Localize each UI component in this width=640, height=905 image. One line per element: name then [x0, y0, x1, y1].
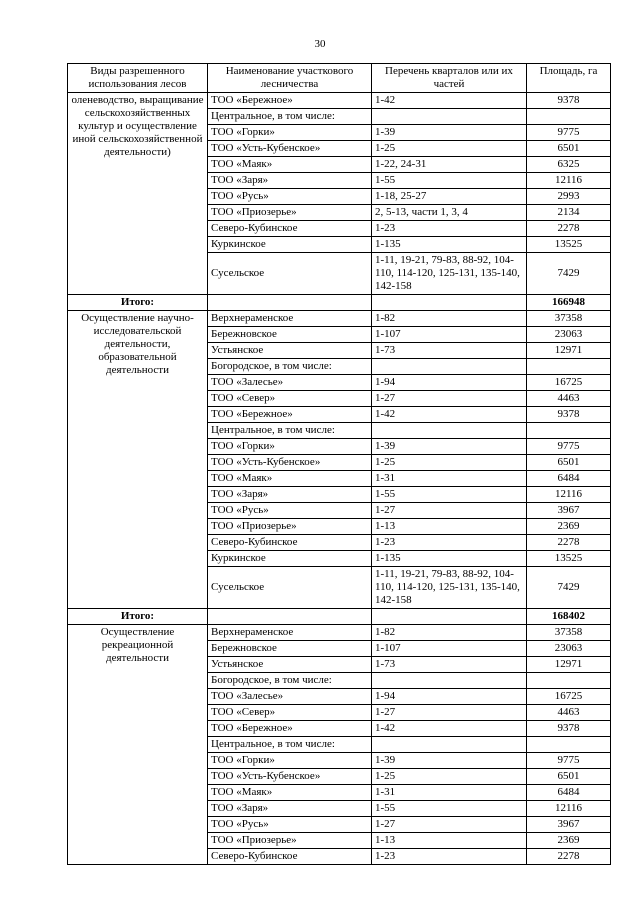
quarters-cell: 1-82 [372, 311, 527, 327]
forestry-cell: ТОО «Русь» [208, 189, 372, 205]
quarters-cell [372, 423, 527, 439]
quarters-cell: 1-82 [372, 625, 527, 641]
table-row [68, 311, 611, 327]
quarters-cell: 1-42 [372, 407, 527, 423]
area-cell: 4463 [527, 391, 611, 407]
quarters-cell: 1-23 [372, 221, 527, 237]
quarters-cell: 1-23 [372, 535, 527, 551]
area-cell: 4463 [527, 705, 611, 721]
quarters-cell: 1-25 [372, 455, 527, 471]
area-cell: 2134 [527, 205, 611, 221]
quarters-cell: 1-22, 24-31 [372, 157, 527, 173]
area-cell [527, 423, 611, 439]
quarters-cell: 1-27 [372, 503, 527, 519]
area-cell [527, 673, 611, 689]
forestry-cell: ТОО «Русь» [208, 817, 372, 833]
total-label-cell: Итого: [68, 295, 208, 311]
area-cell: 12116 [527, 173, 611, 189]
forestry-cell: ТОО «Горки» [208, 125, 372, 141]
table-body [68, 93, 611, 865]
area-cell: 23063 [527, 641, 611, 657]
page-number: 30 [314, 38, 326, 50]
area-cell: 6484 [527, 471, 611, 487]
area-cell: 9775 [527, 439, 611, 455]
forestry-cell: Сусельское [208, 567, 372, 609]
area-cell: 2278 [527, 849, 611, 865]
quarters-cell: 1-55 [372, 487, 527, 503]
area-cell: 9378 [527, 407, 611, 423]
forestry-cell: ТОО «Усть-Кубенское» [208, 455, 372, 471]
forestry-cell: ТОО «Усть-Кубенское» [208, 769, 372, 785]
area-cell [527, 737, 611, 753]
use-type-cell: Осуществление научно-исследовательской деятельности, образовательной деятельности [68, 311, 208, 609]
quarters-cell: 1-11, 19-21, 79-83, 88-92, 104-110, 114-120, 125-131, 135-140, 142-158 [372, 567, 527, 609]
area-cell: 16725 [527, 375, 611, 391]
quarters-cell: 1-135 [372, 237, 527, 253]
forestry-cell: ТОО «Заря» [208, 173, 372, 189]
area-cell [527, 359, 611, 375]
area-cell: 9775 [527, 125, 611, 141]
header-forestry: Наименование участкового лесничества [208, 64, 372, 93]
quarters-cell: 1-27 [372, 817, 527, 833]
area-cell: 12971 [527, 657, 611, 673]
quarters-cell [372, 737, 527, 753]
total-row [68, 295, 611, 311]
forestry-cell: ТОО «Горки» [208, 439, 372, 455]
area-cell: 3967 [527, 503, 611, 519]
area-cell [527, 109, 611, 125]
area-cell: 12971 [527, 343, 611, 359]
area-cell: 6325 [527, 157, 611, 173]
forestry-cell: Северо-Кубинское [208, 221, 372, 237]
forestry-cell: Центральное, в том числе: [208, 109, 372, 125]
quarters-cell: 2, 5-13, части 1, 3, 4 [372, 205, 527, 221]
area-cell: 2993 [527, 189, 611, 205]
area-cell: 12116 [527, 801, 611, 817]
quarters-cell: 1-13 [372, 833, 527, 849]
area-cell: 37358 [527, 311, 611, 327]
quarters-cell: 1-39 [372, 439, 527, 455]
area-cell: 6501 [527, 455, 611, 471]
quarters-cell: 1-39 [372, 753, 527, 769]
area-cell: 7429 [527, 567, 611, 609]
forestry-cell: Сусельское [208, 253, 372, 295]
forestry-cell: Бережновское [208, 327, 372, 343]
use-type-cell: оленеводство, выращивание сельскохозяйственных культур и осуществление иной сельскохозяйственной деятельности) [68, 93, 208, 295]
area-cell: 2278 [527, 535, 611, 551]
quarters-cell: 1-25 [372, 769, 527, 785]
area-cell: 9775 [527, 753, 611, 769]
forestry-cell: ТОО «Усть-Кубенское» [208, 141, 372, 157]
forestry-cell: ТОО «Приозерье» [208, 833, 372, 849]
total-empty-cell [208, 609, 372, 625]
forestry-cell: Куркинское [208, 237, 372, 253]
forestry-cell: ТОО «Залесье» [208, 375, 372, 391]
quarters-cell: 1-42 [372, 93, 527, 109]
area-cell: 37358 [527, 625, 611, 641]
forestry-cell: ТОО «Горки» [208, 753, 372, 769]
total-area-cell: 166948 [527, 295, 611, 311]
forestry-cell: ТОО «Маяк» [208, 157, 372, 173]
forestry-cell: ТОО «Приозерье» [208, 519, 372, 535]
header-area: Площадь, га [527, 64, 611, 93]
header-quarters: Перечень кварталов или их частей [372, 64, 527, 93]
forestry-cell: Верхнераменское [208, 311, 372, 327]
quarters-cell: 1-55 [372, 173, 527, 189]
quarters-cell: 1-94 [372, 375, 527, 391]
header-use: Виды разрешенного использования лесов [68, 64, 208, 93]
forestry-cell: Северо-Кубинское [208, 849, 372, 865]
quarters-cell: 1-27 [372, 391, 527, 407]
area-cell: 9378 [527, 93, 611, 109]
quarters-cell: 1-11, 19-21, 79-83, 88-92, 104-110, 114-120, 125-131, 135-140, 142-158 [372, 253, 527, 295]
area-cell: 23063 [527, 327, 611, 343]
forestry-cell: ТОО «Маяк» [208, 785, 372, 801]
quarters-cell: 1-42 [372, 721, 527, 737]
area-cell: 9378 [527, 721, 611, 737]
forestry-cell: Богородское, в том числе: [208, 359, 372, 375]
total-label-cell: Итого: [68, 609, 208, 625]
quarters-cell: 1-73 [372, 657, 527, 673]
quarters-cell: 1-135 [372, 551, 527, 567]
quarters-cell: 1-73 [372, 343, 527, 359]
quarters-cell: 1-31 [372, 785, 527, 801]
total-empty-cell [208, 295, 372, 311]
quarters-cell: 1-107 [372, 641, 527, 657]
area-cell: 2369 [527, 833, 611, 849]
table-header-row [68, 64, 611, 93]
forest-use-table [67, 63, 611, 865]
total-area-cell: 168402 [527, 609, 611, 625]
forestry-cell: Верхнераменское [208, 625, 372, 641]
forestry-cell: Устьянское [208, 343, 372, 359]
area-cell: 12116 [527, 487, 611, 503]
area-cell: 6484 [527, 785, 611, 801]
forestry-cell: Северо-Кубинское [208, 535, 372, 551]
quarters-cell: 1-107 [372, 327, 527, 343]
area-cell: 6501 [527, 769, 611, 785]
quarters-cell: 1-13 [372, 519, 527, 535]
forestry-cell: ТОО «Север» [208, 705, 372, 721]
forestry-cell: Куркинское [208, 551, 372, 567]
forestry-cell: Центральное, в том числе: [208, 737, 372, 753]
quarters-cell: 1-23 [372, 849, 527, 865]
forestry-cell: ТОО «Приозерье» [208, 205, 372, 221]
total-empty-cell [372, 295, 527, 311]
forestry-cell: ТОО «Бережное» [208, 407, 372, 423]
forestry-cell: ТОО «Бережное» [208, 93, 372, 109]
use-type-cell: Осуществление рекреационной деятельности [68, 625, 208, 865]
table-row [68, 93, 611, 109]
forestry-cell: ТОО «Север» [208, 391, 372, 407]
area-cell: 13525 [527, 237, 611, 253]
quarters-cell: 1-94 [372, 689, 527, 705]
area-cell: 6501 [527, 141, 611, 157]
total-row [68, 609, 611, 625]
quarters-cell: 1-25 [372, 141, 527, 157]
quarters-cell: 1-18, 25-27 [372, 189, 527, 205]
forestry-cell: Богородское, в том числе: [208, 673, 372, 689]
forestry-cell: ТОО «Заря» [208, 801, 372, 817]
quarters-cell: 1-31 [372, 471, 527, 487]
table-row [68, 625, 611, 641]
area-cell: 2369 [527, 519, 611, 535]
area-cell: 2278 [527, 221, 611, 237]
forestry-cell: Центральное, в том числе: [208, 423, 372, 439]
forestry-cell: ТОО «Русь» [208, 503, 372, 519]
forestry-cell: ТОО «Залесье» [208, 689, 372, 705]
area-cell: 7429 [527, 253, 611, 295]
forestry-cell: Устьянское [208, 657, 372, 673]
quarters-cell [372, 359, 527, 375]
quarters-cell [372, 673, 527, 689]
quarters-cell [372, 109, 527, 125]
area-cell: 16725 [527, 689, 611, 705]
area-cell: 13525 [527, 551, 611, 567]
forestry-cell: Бережновское [208, 641, 372, 657]
quarters-cell: 1-39 [372, 125, 527, 141]
quarters-cell: 1-55 [372, 801, 527, 817]
area-cell: 3967 [527, 817, 611, 833]
forestry-cell: ТОО «Маяк» [208, 471, 372, 487]
forestry-cell: ТОО «Бережное» [208, 721, 372, 737]
forestry-cell: ТОО «Заря» [208, 487, 372, 503]
total-empty-cell [372, 609, 527, 625]
quarters-cell: 1-27 [372, 705, 527, 721]
